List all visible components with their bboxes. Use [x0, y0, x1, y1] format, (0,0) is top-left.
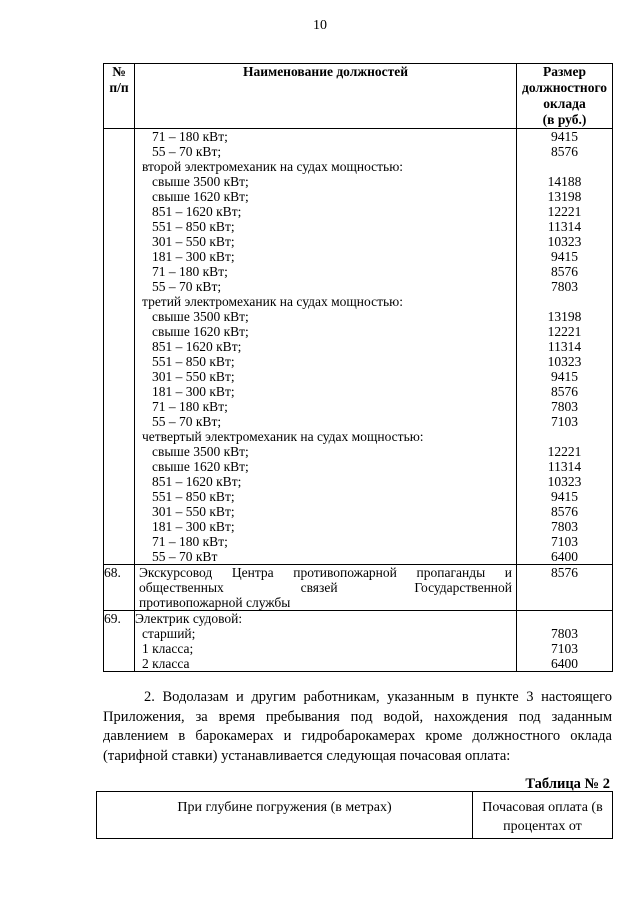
row69-label: 1 класса;	[142, 641, 194, 656]
cont-label: 851 – 1620 кВт;	[152, 474, 242, 489]
table-2-pay-header: Почасовая оплата (в процентах от	[473, 792, 613, 839]
cont-label: 55 – 70 кВт;	[152, 144, 222, 159]
cont-label: 551 – 850 кВт;	[152, 219, 235, 234]
row-68-line1: Экскурсовод Центра противопожарной пропаганды и	[139, 565, 512, 580]
cont-label: 55 – 70 кВт;	[152, 279, 222, 294]
cont-label: 71 – 180 кВт;	[152, 534, 228, 549]
cont-label: 181 – 300 кВт;	[152, 384, 235, 399]
cont-value: 12221	[547, 204, 582, 219]
cont-value: 8576	[551, 504, 578, 519]
page-number: 10	[313, 18, 327, 33]
row69-value: 6400	[551, 656, 578, 671]
row69-label: 2 класса	[142, 656, 190, 671]
cont-value: 10323	[547, 234, 582, 249]
row-68-line3: противопожарной службы	[139, 595, 291, 610]
row69-value	[517, 611, 612, 626]
header-salary	[517, 64, 613, 129]
continuation-values	[517, 129, 613, 565]
row69-value: 7103	[551, 641, 578, 656]
row-68-num: 68.	[104, 565, 135, 611]
cont-value: 9415	[551, 489, 578, 504]
row-69-num: 69.	[104, 611, 135, 672]
table-2-depth-header: При глубине погружения (в метрах)	[97, 792, 473, 839]
cont-value: 7803	[551, 519, 578, 534]
cont-label: второй электромеханик на судах мощностью:	[142, 159, 404, 174]
continuation-labels	[135, 129, 517, 565]
cont-value: 12221	[547, 324, 582, 339]
cont-value: 7803	[551, 399, 578, 414]
cont-value: 6400	[551, 549, 578, 564]
continuation-row	[104, 129, 613, 565]
header-name: Наименование должностей	[135, 64, 517, 129]
cont-value: 13198	[547, 309, 582, 324]
table-header-row	[104, 64, 613, 129]
cont-value: 9415	[551, 129, 578, 144]
header-num-line1: №	[112, 64, 126, 79]
cont-label: 301 – 550 кВт;	[152, 234, 235, 249]
cont-value: 8576	[551, 264, 578, 279]
row-68-line2: общественных связей Государственной	[139, 580, 512, 595]
row69-value: 7803	[551, 626, 578, 641]
cont-value	[517, 294, 612, 309]
cont-label: 71 – 180 кВт;	[152, 129, 228, 144]
table-row-68	[104, 565, 613, 611]
continuation-num	[104, 129, 135, 565]
cont-label: свыше 1620 кВт;	[152, 459, 249, 474]
cont-value: 9415	[551, 249, 578, 264]
row-69-values	[517, 611, 613, 672]
cont-label: свыше 3500 кВт;	[152, 174, 249, 189]
cont-value: 8576	[551, 384, 578, 399]
cont-value: 8576	[551, 144, 578, 159]
cont-value: 7103	[551, 414, 578, 429]
row69-label: старший;	[142, 626, 196, 641]
cont-value: 11314	[547, 459, 582, 474]
cont-label: 181 – 300 кВт;	[152, 249, 235, 264]
cont-value: 10323	[547, 474, 582, 489]
header-salary-line3: оклада	[543, 96, 586, 111]
cont-label: четвертый электромеханик на судах мощностью:	[142, 429, 424, 444]
cont-value: 11314	[547, 339, 582, 354]
table-row-69	[104, 611, 613, 672]
header-salary-line1: Размер	[543, 64, 586, 79]
cont-label: 851 – 1620 кВт;	[152, 204, 242, 219]
row69-label: Электрик судовой:	[135, 611, 243, 626]
cont-label: свыше 3500 кВт;	[152, 309, 249, 324]
cont-value: 14188	[547, 174, 582, 189]
cont-value: 9415	[551, 369, 578, 384]
cont-label: 301 – 550 кВт;	[152, 369, 235, 384]
cont-value	[517, 159, 612, 174]
cont-label: свыше 3500 кВт;	[152, 444, 249, 459]
row-69-labels	[135, 611, 517, 672]
cont-value	[517, 429, 612, 444]
cont-label: третий электромеханик на судах мощностью:	[142, 294, 403, 309]
cont-label: 301 – 550 кВт;	[152, 504, 235, 519]
row-68-value: 8576	[517, 565, 613, 611]
header-salary-line4: (в руб.)	[542, 112, 587, 127]
cont-value: 12221	[547, 444, 582, 459]
row-68-name	[135, 565, 517, 611]
cont-value: 13198	[547, 189, 582, 204]
cont-value: 11314	[547, 219, 582, 234]
cont-label: 71 – 180 кВт;	[152, 399, 228, 414]
cont-label: 551 – 850 кВт;	[152, 354, 235, 369]
table-2-header-row	[97, 792, 613, 839]
cont-label: 55 – 70 кВт;	[152, 414, 222, 429]
cont-label: 181 – 300 кВт;	[152, 519, 235, 534]
cont-label: свыше 1620 кВт;	[152, 324, 249, 339]
cont-label: 851 – 1620 кВт;	[152, 339, 242, 354]
header-num-line2: п/п	[109, 80, 129, 95]
table-2-title: Таблица № 2	[525, 776, 610, 792]
cont-value: 7803	[551, 279, 578, 294]
salary-table	[103, 63, 613, 672]
cont-label: 55 – 70 кВт	[152, 549, 218, 564]
cont-value: 7103	[551, 534, 578, 549]
cont-label: свыше 1620 кВт;	[152, 189, 249, 204]
header-salary-line2: должностного	[522, 80, 607, 95]
cont-value: 10323	[547, 354, 582, 369]
hourly-pay-table	[96, 791, 613, 839]
header-num	[104, 64, 135, 129]
paragraph-2: 2. Водолазам и другим работникам, указанным в пункте 3 настоящего Приложения, за время пребывания под водой, нахождения под заданным давлением в барокамерах и гидробарокамерах кроме должностного оклада (тарифной ставки) устанавливается следующая почасовая оплата:	[103, 689, 612, 764]
cont-label: 551 – 850 кВт;	[152, 489, 235, 504]
cont-label: 71 – 180 кВт;	[152, 264, 228, 279]
